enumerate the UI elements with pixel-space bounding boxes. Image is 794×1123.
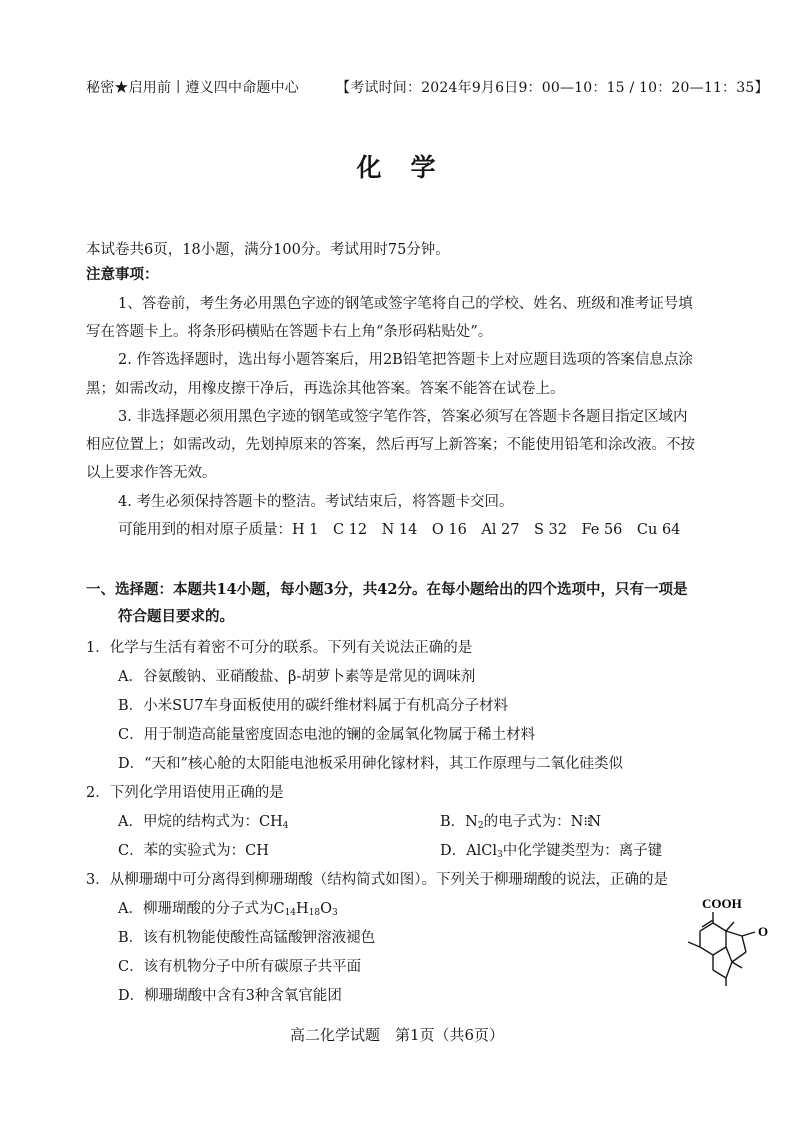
q1-option-d: D．“天和”核心舱的太阳能电池板采用砷化镓材料，其工作原理与二氧化硅类似 xyxy=(118,756,623,772)
q2-option-a: A．甲烷的结构式为：$CH_4$ xyxy=(118,814,289,831)
intro-text: 本试卷共6页，18小题，满分100分。考试用时75分钟。 xyxy=(86,242,450,258)
q1-stem: 1．化学与生活有着密不可分的联系。下列有关说法正确的是 xyxy=(86,640,473,656)
header-confidential: 秘密★启用前丨遵义四中命题中心 xyxy=(86,80,299,96)
q2-option-c: C．苯的实验式为：CH xyxy=(118,843,269,859)
cooh-label: COOH xyxy=(702,896,742,911)
q3-structure-figure xyxy=(680,894,778,986)
q2-option-d: D．AlCl$_3$中化学键类型为：离子键 xyxy=(440,843,663,860)
ketone-o-label: O xyxy=(758,924,769,939)
q3-option-c: C．该有机物分子中所有碳原子共平面 xyxy=(118,959,362,975)
q3-option-d: D．柳珊瑚酸中含有3种含氧官能团 xyxy=(118,988,342,1004)
notice-heading: 注意事项： xyxy=(86,266,159,283)
q2-option-b: B．$N_2$的电子式为：N⠿N xyxy=(440,814,602,831)
notice-3-line1: 3. 非选择题必须用黑色字迹的钢笔或签字笔作答，答案必须写在答题卡各题目指定区域内 xyxy=(118,409,688,425)
notice-3-line3: 以上要求作答无效。 xyxy=(86,465,217,481)
notice-2-line1: 2. 作答选择题时，选出每小题答案后，用2B铅笔把答题卡上对应题目选项的答案信息点涂 xyxy=(118,352,693,368)
page-title: 化 学 xyxy=(356,153,438,182)
notice-1-line2: 写在答题卡上。将条形码横贴在答题卡右上角“条形码粘贴处”。 xyxy=(86,324,493,340)
atomic-masses: 可能用到的相对原子质量：H 1 C 12 N 14 O 16 Al 27 S 32 Fe 56 Cu 64 xyxy=(118,522,681,538)
q1-option-a: A．谷氨酸钠、亚硝酸盐、β-胡萝卜素等是常见的调味剂 xyxy=(118,669,476,685)
q3-option-a: A．柳珊瑚酸的分子式为$C_{14}H_{18}O_3$ xyxy=(118,901,338,918)
section1-heading-line2: 符合题目要求的。 xyxy=(118,608,234,625)
notice-4-line1: 4. 考生必须保持答题卡的整洁。考试结束后，将答题卡交回。 xyxy=(118,494,514,510)
q1-option-b: B．小米SU7车身面板使用的碳纤维材料属于有机高分子材料 xyxy=(118,698,509,714)
skeleton-bonds xyxy=(688,912,755,986)
notice-3-line2: 相应位置上；如需改动，先划掉原来的答案，然后再写上新答案；不能使用铅笔和涂改液。不按 xyxy=(86,437,695,453)
notice-2-line2: 黑；如需改动，用橡皮擦干净后，再选涂其他答案。答案不能答在试卷上。 xyxy=(86,381,565,397)
q3-stem: 3．从柳珊瑚中可分离得到柳珊瑚酸（结构简式如图）。下列关于柳珊瑚酸的说法，正确的是 xyxy=(86,872,668,888)
header-exam-time: 【考试时间：2024年9月6日9：00—10：15 / 10：20—11：35】 xyxy=(336,80,769,96)
section1-heading-line1: 一、选择题：本题共14小题，每小题3分，共42分。在每小题给出的四个选项中，只有一项是 xyxy=(86,581,688,598)
q2-stem: 2．下列化学用语使用正确的是 xyxy=(86,785,284,801)
page-footer: 高二化学试题 第1页（共6页） xyxy=(289,1026,505,1044)
notice-1-line1: 1、答卷前，考生务必用黑色字迹的钢笔或签字笔将自己的学校、姓名、班级和准考证号填 xyxy=(118,296,693,312)
q1-option-c: C．用于制造高能量密度固态电池的镧的金属氧化物属于稀土材料 xyxy=(118,727,536,743)
q3-option-b: B．该有机物能使酸性高锰酸钾溶液褪色 xyxy=(118,930,376,946)
